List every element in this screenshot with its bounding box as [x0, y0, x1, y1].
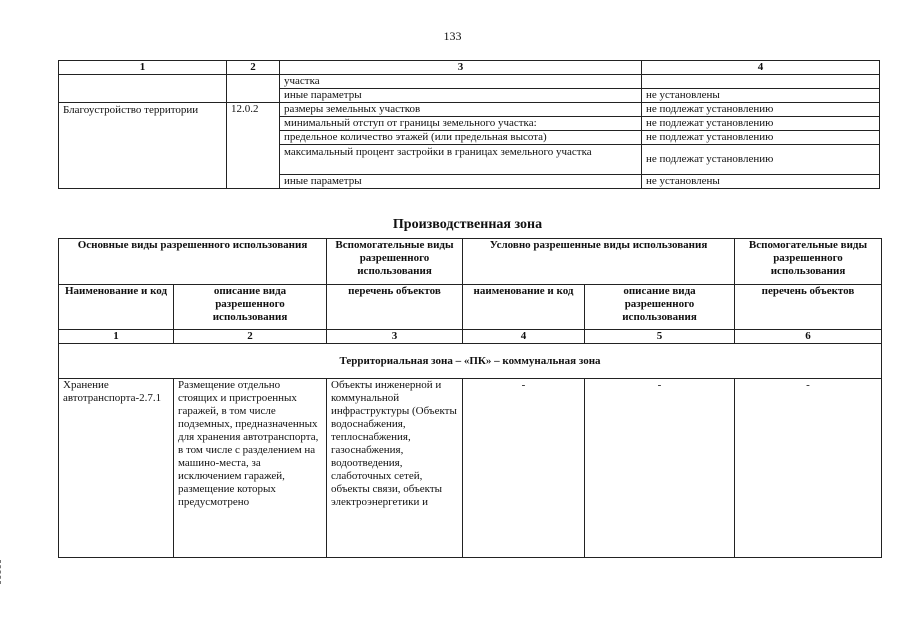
- name-code-header: Наименование и код: [59, 285, 174, 330]
- cell: [642, 75, 880, 89]
- cell: не подлежат установлению: [642, 131, 880, 145]
- land-use-name: Благоустройство территории: [59, 103, 227, 189]
- table-row: [59, 103, 880, 117]
- cell: участка: [280, 75, 642, 89]
- cell: не установлены: [642, 175, 880, 189]
- zone-label: Территориальная зона – «ПК» – коммунальная зона: [59, 344, 882, 379]
- main-uses-header: Основные виды разрешенного использования: [59, 239, 327, 285]
- table-row: [59, 379, 882, 558]
- column-number-row: [59, 330, 882, 344]
- col-number: 5: [585, 330, 735, 344]
- col-number: 1: [59, 330, 174, 344]
- table-header-row: [59, 61, 880, 75]
- use-name-code: Хранение автотранспорта-2.7.1: [59, 379, 174, 558]
- description-header-2: описание вида разрешенного использования: [585, 285, 735, 330]
- objects-list-header: перечень объектов: [327, 285, 463, 330]
- col-number: 2: [174, 330, 327, 344]
- margin-mark: [0, 560, 5, 584]
- zone-row: [59, 344, 882, 379]
- objects-list-header-2: перечень объектов: [735, 285, 882, 330]
- cell: минимальный отступ от границы земельного участка:: [280, 117, 642, 131]
- cell: размеры земельных участков: [280, 103, 642, 117]
- col-number: 6: [735, 330, 882, 344]
- empty-dash: -: [463, 379, 585, 558]
- cell: предельное количество этажей (или предельная высота): [280, 131, 642, 145]
- empty-dash: -: [585, 379, 735, 558]
- page-number: 133: [443, 29, 462, 43]
- section-title: Производственная зона: [392, 217, 543, 232]
- cell: иные параметры: [280, 89, 642, 103]
- aux-uses-header: Вспомогательные виды разрешенного использования: [327, 239, 463, 285]
- description-header: описание вида разрешенного использования: [174, 285, 327, 330]
- empty-dash: -: [735, 379, 882, 558]
- cell: [227, 75, 280, 103]
- land-use-code: 12.0.2: [227, 103, 280, 189]
- aux-uses-header-2: Вспомогательные виды разрешенного использования: [735, 239, 882, 285]
- group-header-row: [59, 239, 882, 285]
- cell: максимальный процент застройки в границах земельного участка: [280, 145, 642, 175]
- cell: не подлежат установлению: [642, 145, 880, 175]
- col-header: 3: [280, 61, 642, 75]
- col-number: 3: [327, 330, 463, 344]
- cell: [59, 75, 227, 103]
- table-row: [59, 75, 880, 89]
- name-code-header-2: наименование и код: [463, 285, 585, 330]
- cell: не установлены: [642, 89, 880, 103]
- cell: иные параметры: [280, 175, 642, 189]
- cell: не подлежат установлению: [642, 117, 880, 131]
- col-header: 4: [642, 61, 880, 75]
- parameters-table: [58, 60, 880, 189]
- col-header: 1: [59, 61, 227, 75]
- col-header: 2: [227, 61, 280, 75]
- use-description: Размещение отдельно стоящих и пристроенных гаражей, в том числе подземных, предназначенных для хранения автотранспорта, в том числе с разделением на машино-места, за исключением гаражей, размещение которых предусмотрено: [174, 379, 327, 558]
- sub-header-row: [59, 285, 882, 330]
- col-number: 4: [463, 330, 585, 344]
- objects-list: Объекты инженерной и коммунальной инфраструктуры (Объекты водоснабжения, теплоснабжения, газоснабжения, водоотведения, слаботочных сетей, объекты связи, объекты электроэнергетики и: [327, 379, 463, 558]
- cell: не подлежат установлению: [642, 103, 880, 117]
- zoning-table: [58, 238, 882, 558]
- conditional-uses-header: Условно разрешенные виды использования: [463, 239, 735, 285]
